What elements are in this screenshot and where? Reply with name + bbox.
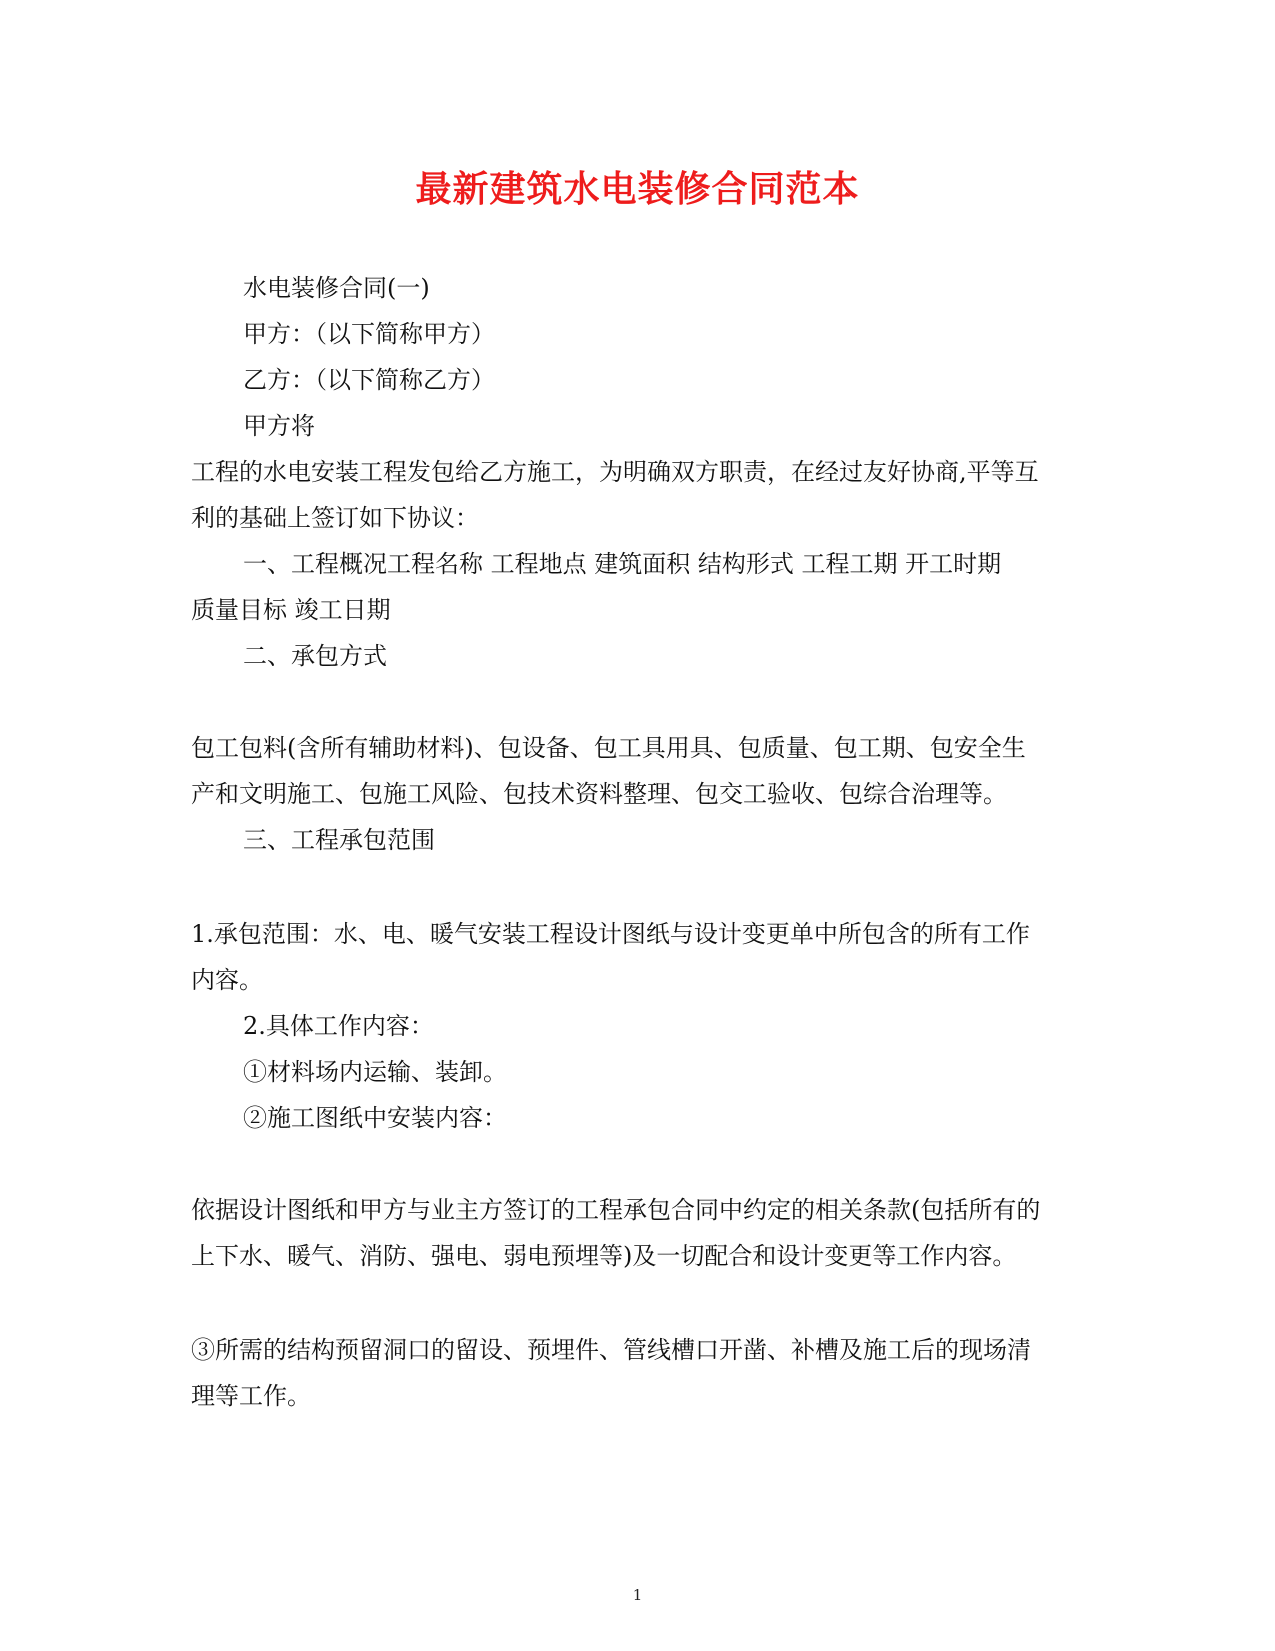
section-1-continued: 质量目标 竣工日期 xyxy=(191,596,391,624)
section-2-body: 包工包料(含所有辅助材料)、包设备、包工具用具、包质量、包工期、包安全生 xyxy=(191,734,1026,762)
intro-line: 工程的水电安装工程发包给乙方施工，为明确双方职责，在经过友好协商,平等互 xyxy=(191,458,1039,486)
intro-line-start: 甲方将 xyxy=(243,412,315,440)
document-title: 最新建筑水电装修合同范本 xyxy=(415,169,860,210)
scope-item-1: 1.承包范围：水、电、暖气安装工程设计图纸与设计变更单中所包含的所有工作 xyxy=(191,920,1030,948)
work-item-1: ①材料场内运输、装卸。 xyxy=(243,1058,507,1086)
work-item-2-body: 依据设计图纸和甲方与业主方签订的工程承包合同中约定的相关条款(包括所有的 xyxy=(191,1196,1041,1224)
scope-item-1-end: 内容。 xyxy=(191,966,263,994)
section-3-heading: 三、工程承包范围 xyxy=(243,826,435,854)
work-item-2-body-end: 上下水、暖气、消防、强电、弱电预埋等)及一切配合和设计变更等工作内容。 xyxy=(191,1242,1017,1270)
section-2-heading: 二、承包方式 xyxy=(243,642,387,670)
page-number: 1 xyxy=(632,1586,643,1604)
party-a-line: 甲方：（以下简称甲方） xyxy=(243,320,495,348)
work-item-3-end: 理等工作。 xyxy=(191,1382,311,1410)
scope-item-2: 2.具体工作内容： xyxy=(243,1012,434,1040)
section-2-body-end: 产和文明施工、包施工风险、包技术资料整理、包交工验收、包综合治理等。 xyxy=(191,780,1007,808)
work-item-2: ②施工图纸中安装内容： xyxy=(243,1104,507,1132)
contract-heading: 水电装修合同(一) xyxy=(243,274,430,302)
party-b-line: 乙方：（以下简称乙方） xyxy=(243,366,495,394)
intro-line-end: 利的基础上签订如下协议： xyxy=(191,504,479,532)
work-item-3: ③所需的结构预留洞口的留设、预埋件、管线槽口开凿、补槽及施工后的现场清 xyxy=(191,1336,1031,1364)
section-1-heading: 一、工程概况工程名称 工程地点 建筑面积 结构形式 工程工期 开工时期 xyxy=(243,550,1002,578)
